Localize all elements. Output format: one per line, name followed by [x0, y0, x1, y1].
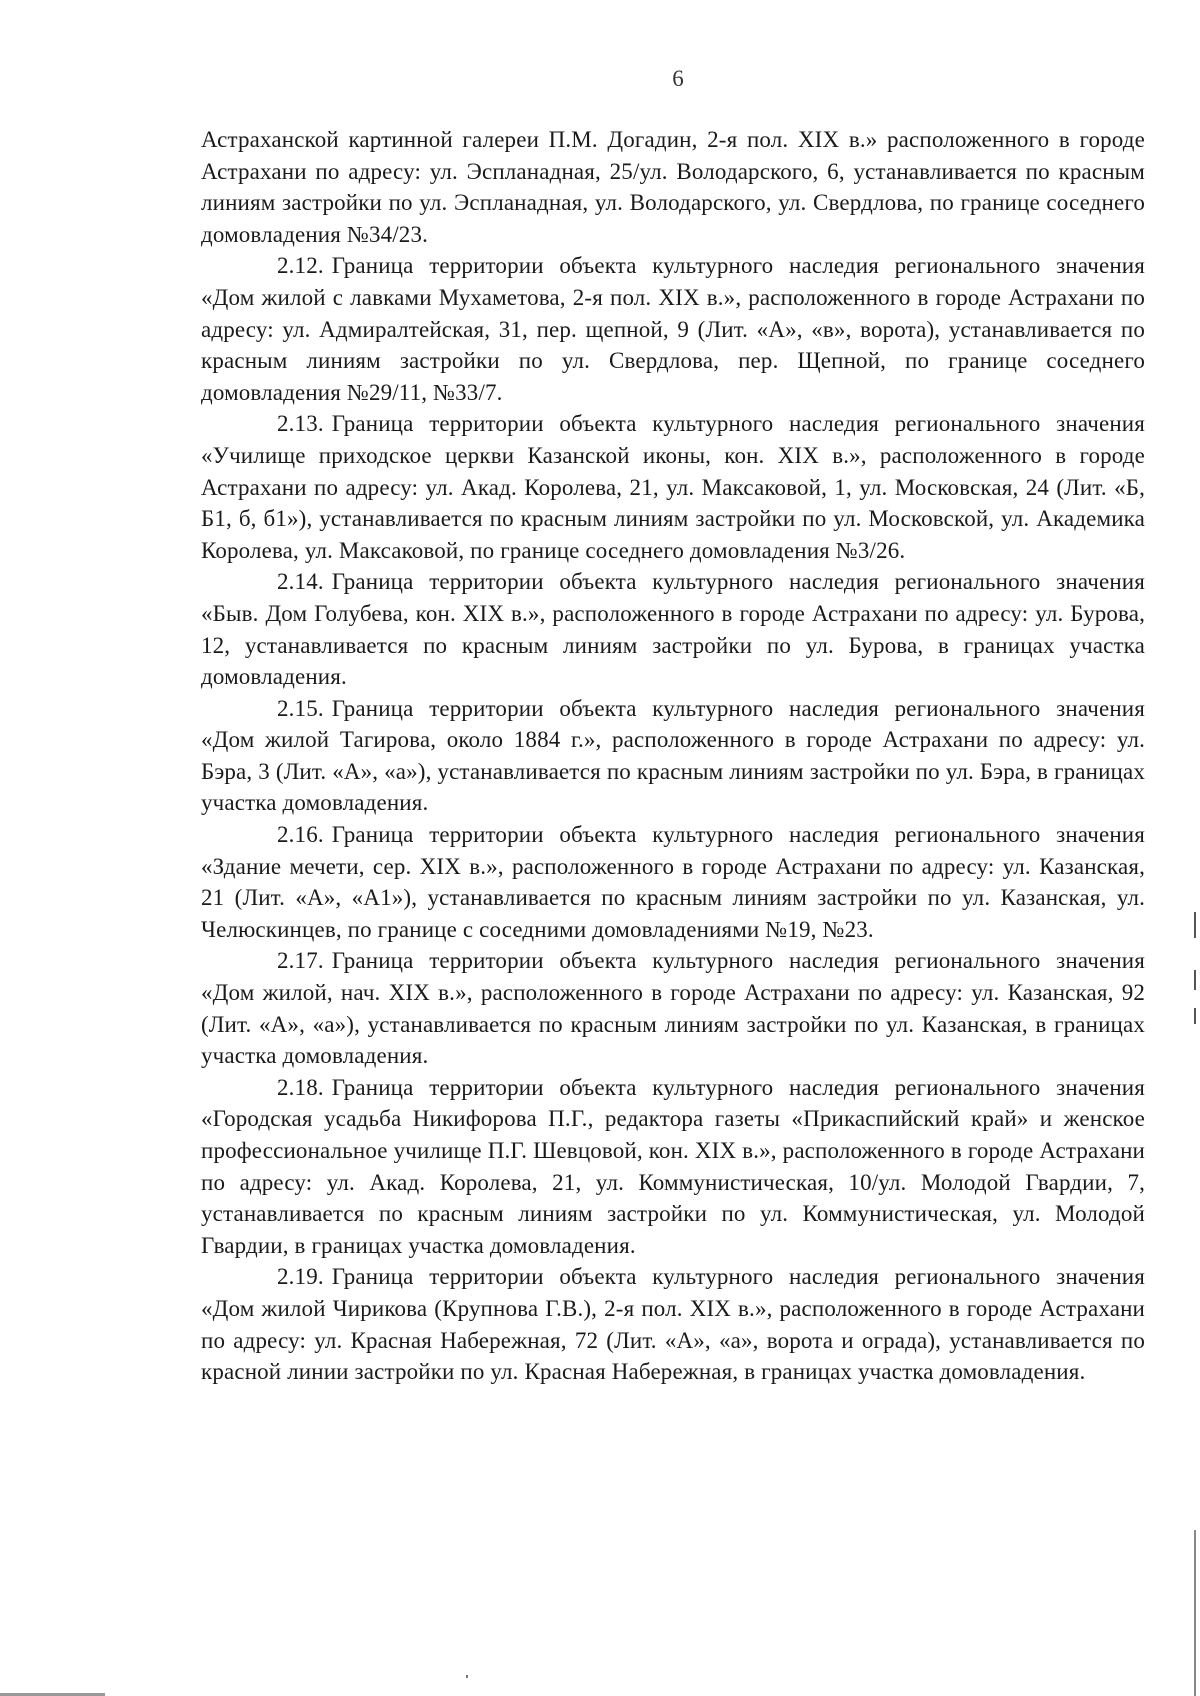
paragraph-2-17 — [201, 945, 1145, 1071]
paragraph-number: 2.15. — [277, 695, 324, 721]
document-body — [201, 124, 1145, 1388]
paragraph-2-13 — [201, 408, 1145, 566]
paragraph-number: 2.19. — [277, 1264, 324, 1290]
scan-edge-mark — [1194, 1008, 1196, 1024]
paragraph-2-14 — [201, 566, 1145, 692]
paragraph-number: 2.18. — [277, 1074, 324, 1100]
scan-edge-mark — [1194, 1530, 1196, 1696]
paragraph-number: 2.17. — [277, 948, 324, 974]
paragraph-text: Граница территории объекта культурного наследия регионального значения «Дом жилой Тагирова, около 1884 г.», расположенного в городе Астрахани по адресу: ул. Бэра, 3 (Лит. «А», «а»), устанавливается по красным линиям застройки по ул. Бэра, в границах участка домовладения. — [201, 695, 1145, 816]
paragraph-number: 2.12. — [277, 253, 324, 279]
paragraph-text: Граница территории объекта культурного наследия регионального значения «Дом жилой, нач. XIX в.», расположенного в городе Астрахани по адресу: ул. Казанская, 92 (Лит. «А», «а»), устанавливается по красным линиям застройки по ул. Казанская, в границах участка домовладения. — [201, 948, 1145, 1069]
intro-paragraph: Астраханской картинной галереи П.М. Догадин, 2-я пол. XIX в.» расположенного в городе Астрахани по адресу: ул. Эспланадная, 25/ул. Володарского, 6, устанавливается по красным линиям застройки по ул. Эспланадная, ул. Володарского, ул. Свердлова, по границе соседнего домовладения №34/23. — [201, 127, 1145, 247]
paragraph-text: Граница территории объекта культурного наследия регионального значения «Городская усадьба Никифорова П.Г., редактора газеты «Прикаспийский край» и женское профессиональное училище П.Г. Шевцовой, кон. XIX в.», расположенного в городе Астрахани по адресу: ул. Акад. Королева, 21, ул. Коммунистическая, 10/ул. Молодой Гвардии, 7, устанавливается по красным линиям застройки по ул. Коммунистическая, ул. Молодой Гвардии, в границах участка домовладения. — [201, 1074, 1145, 1258]
scan-edge-mark — [1194, 912, 1196, 938]
scan-dot — [466, 1675, 468, 1678]
paragraph-text: Граница территории объекта культурного наследия регионального значения «Дом жилой Чирикова (Крупнова Г.В.), 2-я пол. XIX в.», расположенного в городе Астрахани по адресу: ул. Красная Набережная, 72 (Лит. «А», «а», ворота и ограда), устанавливается по красной линии застройки по ул. Красная Набережная, в границах участка домовладения. — [201, 1264, 1145, 1385]
paragraph-number: 2.16. — [277, 822, 324, 848]
paragraph-text: Граница территории объекта культурного наследия регионального значения «Здание мечети, сер. XIX в.», расположенного в городе Астрахани по адресу: ул. Казанская, 21 (Лит. «А», «А1»), устанавливается по красным линиям застройки по ул. Казанская, ул. Челюскинцев, по границе с соседними домовладениями №19, №23. — [201, 822, 1145, 942]
paragraph-text: Граница территории объекта культурного наследия регионального значения «Дом жилой с лавками Мухаметова, 2-я пол. XIX в.», расположенного в городе Астрахани по адресу: ул. Адмиралтейская, 31, пер. щепной, 9 (Лит. «А», «в», ворота), устанавливается по красным линиям застройки по ул. Свердлова, пер. Щепной, по границе соседнего домовладения №29/11, №33/7. — [201, 253, 1145, 405]
paragraph-2-15 — [201, 693, 1145, 819]
scan-edge-mark — [1194, 970, 1196, 990]
paragraph-2-19 — [201, 1261, 1145, 1387]
page-number: 6 — [672, 66, 684, 91]
paragraph-text: Граница территории объекта культурного наследия регионального значения «Училище приходское церкви Казанской иконы, кон. XIX в.», расположенного в городе Астрахани по адресу: ул. Акад. Королева, 21, ул. Максаковой, 1, ул. Московская, 24 (Лит. «Б, Б1, б, б1»), устанавливается по красным линиям застройки по ул. Московской, ул. Академика Королева, ул. Максаковой, по границе соседнего домовладения №3/26. — [201, 411, 1145, 563]
paragraph-number: 2.14. — [277, 569, 324, 595]
paragraph-number: 2.13. — [277, 411, 324, 437]
paragraph-2-18 — [201, 1072, 1145, 1262]
paragraph-2-16 — [201, 819, 1145, 945]
paragraph-text: Граница территории объекта культурного наследия регионального значения «Быв. Дом Голубева, кон. XIX в.», расположенного в городе Астрахани по адресу: ул. Бурова, 12, устанавливается по красным линиям застройки по ул. Бурова, в границах участка домовладения. — [201, 569, 1145, 690]
paragraph-2-12 — [201, 250, 1145, 408]
